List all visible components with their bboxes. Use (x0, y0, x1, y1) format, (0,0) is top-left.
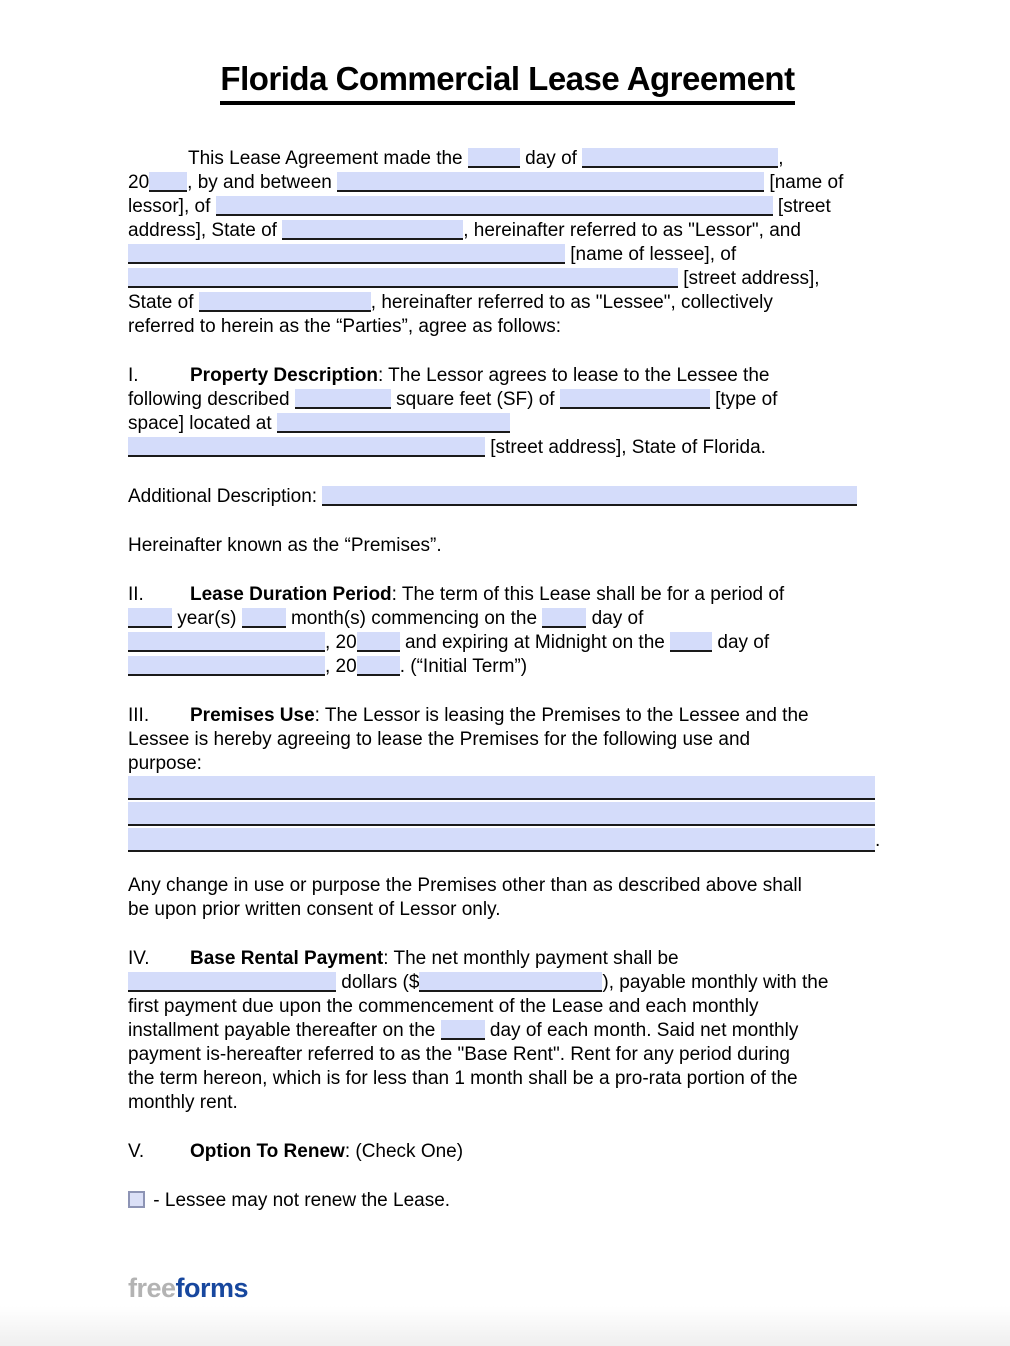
document-line (128, 412, 887, 436)
commencement-year-field[interactable] (357, 632, 400, 652)
document-body (128, 147, 887, 1213)
text-run: This Lease Agreement made the (188, 148, 468, 169)
document-line (128, 971, 887, 995)
square-feet-field[interactable] (295, 389, 391, 409)
text-run: , 20 (325, 656, 357, 677)
premises-use-line-1[interactable] (128, 776, 875, 800)
document-line (128, 752, 887, 776)
additional-description-field[interactable] (322, 486, 857, 506)
text-run: [name of lessee], of (565, 244, 737, 265)
property-street-address-field-2[interactable] (128, 437, 485, 457)
text-run: first payment due upon the commencement of the Lease and each monthly (128, 996, 759, 1017)
document-line (128, 704, 887, 728)
document-line (128, 195, 887, 219)
text-run: space] located at (128, 413, 277, 434)
renew-option-checkbox-line (128, 1189, 887, 1213)
document-line (128, 583, 887, 607)
text-run: month(s) commencing on the (285, 608, 543, 629)
text-run: payment is-hereafter referred to as the "Base Rent". Rent for any period during (128, 1044, 790, 1065)
use-change-paragraph (128, 874, 887, 922)
bold-text-run: Option To Renew (190, 1141, 345, 1162)
document-line (128, 802, 887, 828)
logo-forms-text: forms (175, 1273, 249, 1303)
section-numeral: I. (128, 365, 139, 386)
type-of-space-field[interactable] (560, 389, 710, 409)
text-run: purpose: (128, 753, 202, 774)
text-run: square feet (SF) of (390, 389, 560, 410)
section-option-to-renew (128, 1140, 887, 1164)
document-line (128, 1189, 887, 1213)
document-line (128, 631, 887, 655)
text-run: day of each month. Said net monthly (484, 1020, 799, 1041)
text-run: , hereinafter referred to as "Lessor", and (463, 220, 801, 241)
text-run: dollars ($ (336, 972, 420, 993)
intro-paragraph (128, 147, 887, 339)
text-run: : The term of this Lease shall be for a period of (391, 584, 785, 605)
bold-text-run: Base Rental Payment (190, 948, 384, 969)
text-run: State of (128, 292, 199, 313)
logo-free-text: free (128, 1273, 176, 1303)
document-line (128, 655, 887, 679)
text-run: day of (712, 632, 770, 653)
text-run: , by and between (187, 172, 338, 193)
text-run: and expiring at Midnight on the (399, 632, 671, 653)
text-run: Lessee is hereby agreeing to lease the Premises for the following use and (128, 729, 751, 750)
bold-text-run: Lease Duration Period (190, 584, 392, 605)
text-run: - Lessee may not renew the Lease. (148, 1190, 451, 1211)
text-run: be upon prior written consent of Lessor only. (128, 899, 501, 920)
text-run: [street address], State of Florida. (485, 437, 766, 458)
freeforms-logo (128, 1273, 248, 1304)
text-run: : The Lessor agrees to lease to the Lessee the (377, 365, 770, 386)
text-run: , hereinafter referred to as "Lessee", collectively (370, 292, 773, 313)
document-line (128, 388, 887, 412)
document-line (128, 267, 887, 291)
document-line (128, 291, 887, 315)
section-premises-use (128, 704, 887, 854)
document-line (128, 1019, 887, 1043)
document-line (128, 728, 887, 752)
text-run: . (875, 830, 881, 851)
text-run: following described (128, 389, 295, 410)
lessee-street-address-field[interactable] (128, 268, 678, 288)
lessor-street-address-field[interactable] (216, 196, 773, 216)
no-renew-checkbox[interactable] (128, 1191, 145, 1208)
text-run: day of (586, 608, 644, 629)
premises-use-line-3[interactable] (128, 828, 875, 852)
text-run: Hereinafter known as the “Premises”. (128, 535, 442, 556)
text-run: address], State of (128, 220, 283, 241)
document-line (128, 607, 887, 631)
text-run: [type of (709, 389, 778, 410)
expiration-month-field[interactable] (128, 656, 325, 676)
text-run: Additional Description: (128, 486, 323, 507)
text-run: [street address], (678, 268, 820, 289)
text-run: the term hereon, which is for less than 1 month shall be a pro-rata portion of the (128, 1068, 798, 1089)
expiration-year-field[interactable] (357, 656, 400, 676)
month-field[interactable] (582, 148, 778, 168)
document-line (128, 147, 887, 171)
bold-text-run: Premises Use (190, 705, 315, 726)
year-field[interactable] (149, 172, 187, 192)
document-line (128, 874, 887, 898)
document-line (128, 243, 887, 267)
premises-known-as (128, 534, 887, 558)
document-line (128, 219, 887, 243)
lessor-state-field[interactable] (282, 220, 463, 240)
document-line (128, 364, 887, 388)
text-run: . (“Initial Term”) (399, 656, 528, 677)
section-numeral: III. (128, 705, 150, 726)
day-of-month-field[interactable] (468, 148, 520, 168)
text-run: lessor], of (128, 196, 216, 217)
property-street-address-field-1[interactable] (277, 413, 510, 433)
document-line (128, 1140, 887, 1164)
additional-description (128, 485, 887, 509)
section-numeral: IV. (128, 948, 150, 969)
section-lease-duration (128, 583, 887, 679)
document-line (128, 436, 887, 460)
text-run: installment payable thereafter on the (128, 1020, 441, 1041)
lessor-name-field[interactable] (337, 172, 764, 192)
title-wrap (128, 60, 887, 105)
bold-text-run: Property Description (190, 365, 378, 386)
text-run: [street (772, 196, 831, 217)
document-line (128, 485, 887, 509)
text-run: Any change in use or purpose the Premises other than as described above shall (128, 875, 802, 896)
section-base-rental-payment (128, 947, 887, 1115)
text-run: ), payable monthly with the (602, 972, 829, 993)
text-run: 20 (128, 172, 150, 193)
text-run: , (778, 148, 784, 169)
document-line (128, 776, 887, 802)
term-years-field[interactable] (128, 608, 172, 628)
text-run: year(s) (172, 608, 242, 629)
rent-amount-words-field[interactable] (128, 972, 336, 992)
expiration-day-field[interactable] (670, 632, 712, 652)
document-line (128, 1043, 887, 1067)
document-line (128, 171, 887, 195)
text-run: [name of (764, 172, 844, 193)
payment-day-field[interactable] (441, 1020, 485, 1040)
text-run: referred to herein as the “Parties”, agree as follows: (128, 316, 561, 337)
text-run: , 20 (325, 632, 357, 653)
lessee-name-field[interactable] (128, 244, 565, 264)
text-run: day of (519, 148, 583, 169)
text-run: : The net monthly payment shall be (383, 948, 679, 969)
document-line (128, 995, 887, 1019)
text-run: monthly rent. (128, 1092, 238, 1113)
document-title: Florida Commercial Lease Agreement (220, 60, 794, 105)
rent-amount-numeric-field[interactable] (419, 972, 602, 992)
term-months-field[interactable] (242, 608, 286, 628)
document-line (128, 1091, 887, 1115)
commencement-day-field[interactable] (542, 608, 586, 628)
commencement-month-field[interactable] (128, 632, 325, 652)
lessee-state-field[interactable] (199, 292, 371, 312)
premises-use-line-2[interactable] (128, 802, 875, 826)
section-property-description (128, 364, 887, 460)
document-line (128, 947, 887, 971)
document-line (128, 828, 887, 854)
document-line (128, 898, 887, 922)
text-run: : The Lessor is leasing the Premises to the Lessee and the (314, 705, 809, 726)
document-line (128, 1067, 887, 1091)
document-line (128, 534, 887, 558)
document-line (128, 315, 887, 339)
text-run: : (Check One) (344, 1141, 464, 1162)
section-numeral: V. (128, 1141, 145, 1162)
page-bottom-gradient (0, 1306, 1010, 1346)
section-numeral: II. (128, 584, 144, 605)
